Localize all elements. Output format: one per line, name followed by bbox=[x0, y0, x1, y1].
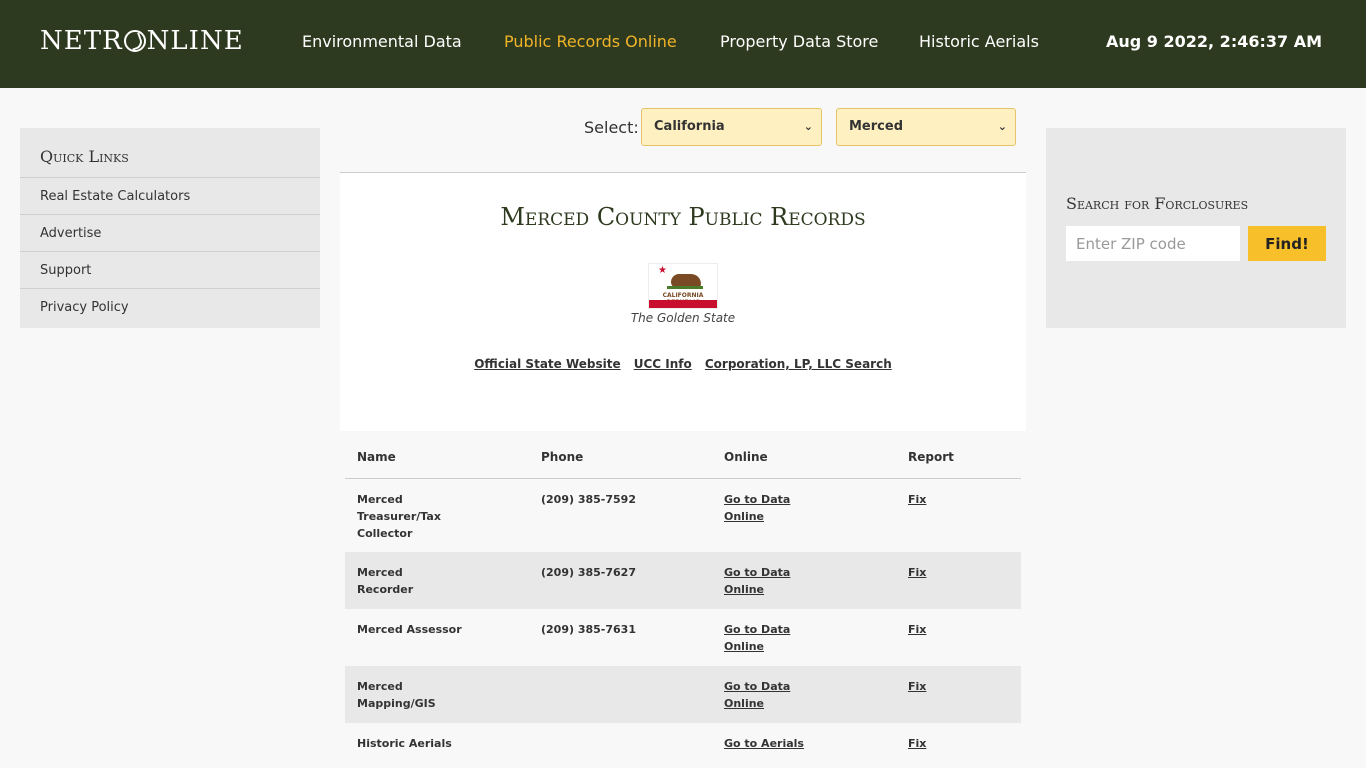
zip-code-input[interactable] bbox=[1066, 226, 1240, 261]
record-name: Merced Mapping/GIS bbox=[357, 680, 436, 710]
quick-link-privacy-policy[interactable]: Privacy Policy bbox=[40, 300, 129, 315]
county-select[interactable] bbox=[836, 108, 1016, 146]
nav-public-records-online[interactable]: Public Records Online bbox=[504, 32, 677, 51]
california-flag-image bbox=[648, 263, 718, 309]
state-links bbox=[340, 353, 1026, 372]
globe-icon bbox=[124, 30, 146, 52]
county-info-card bbox=[340, 172, 1026, 431]
table-header bbox=[345, 431, 1021, 479]
fix-report-link[interactable]: Fix bbox=[908, 623, 927, 636]
select-label: Select: bbox=[584, 118, 639, 137]
nav-historic-aerials[interactable]: Historic Aerials bbox=[919, 32, 1039, 51]
table-row bbox=[345, 723, 1021, 768]
foreclosure-search-panel bbox=[1046, 128, 1346, 328]
column-header-report: Report bbox=[908, 450, 954, 464]
flag-caption: CALIFORNIA bbox=[662, 292, 704, 299]
records-table bbox=[345, 431, 1021, 768]
logo-text-left: NETR bbox=[40, 26, 123, 56]
table-row bbox=[345, 479, 1021, 552]
chevron-down-icon: ⌄ bbox=[997, 120, 1007, 133]
column-header-online: Online bbox=[724, 450, 768, 464]
chevron-down-icon: ⌄ bbox=[803, 120, 813, 133]
record-phone: (209) 385-7627 bbox=[541, 566, 636, 579]
top-navigation-bar bbox=[0, 0, 1366, 88]
netronline-logo[interactable] bbox=[40, 25, 244, 57]
fix-report-link[interactable]: Fix bbox=[908, 493, 927, 506]
record-phone: (209) 385-7592 bbox=[541, 493, 636, 506]
corporation-search-link[interactable]: Corporation, LP, LLC Search bbox=[704, 357, 892, 371]
table-row bbox=[345, 666, 1021, 723]
current-datetime: Aug 9 2022, 2:46:37 AM bbox=[1106, 32, 1323, 51]
record-name: Historic Aerials bbox=[357, 737, 452, 750]
nav-environmental-data[interactable]: Environmental Data bbox=[302, 32, 462, 51]
record-name: Merced Assessor bbox=[357, 623, 462, 636]
quick-links-title: Quick Links bbox=[20, 128, 320, 178]
column-header-name: Name bbox=[357, 450, 396, 464]
fix-report-link[interactable]: Fix bbox=[908, 680, 927, 693]
record-name: Merced Recorder bbox=[357, 566, 414, 596]
record-phone: (209) 385-7631 bbox=[541, 623, 636, 636]
star-icon: ★ bbox=[658, 265, 667, 276]
ucc-info-link[interactable]: UCC Info bbox=[633, 357, 692, 371]
go-to-data-link[interactable]: Go to Data Online bbox=[724, 623, 791, 653]
go-to-data-link[interactable]: Go to Data Online bbox=[724, 493, 791, 523]
quick-links-panel bbox=[20, 128, 320, 328]
logo-text-right: NLINE bbox=[146, 26, 244, 56]
go-to-aerials-link[interactable]: Go to Aerials bbox=[724, 737, 804, 750]
nav-property-data-store[interactable]: Property Data Store bbox=[720, 32, 879, 51]
fix-report-link[interactable]: Fix bbox=[908, 566, 927, 579]
state-select-value: California bbox=[654, 119, 725, 134]
go-to-data-link[interactable]: Go to Data Online bbox=[724, 566, 791, 596]
state-nickname: The Golden State bbox=[630, 311, 736, 325]
quick-link-support[interactable]: Support bbox=[20, 252, 320, 289]
column-header-phone: Phone bbox=[541, 450, 584, 464]
official-state-website-link[interactable]: Official State Website bbox=[474, 357, 621, 371]
fix-report-link[interactable]: Fix bbox=[908, 737, 927, 750]
foreclosure-search-title: Search for Forclosures bbox=[1066, 194, 1249, 213]
state-select[interactable] bbox=[641, 108, 822, 146]
find-button[interactable]: Find! bbox=[1248, 226, 1326, 261]
page-title: Merced County Public Records bbox=[500, 203, 866, 231]
record-name: Merced Treasurer/Tax Collector bbox=[357, 493, 441, 540]
go-to-data-link[interactable]: Go to Data Online bbox=[724, 680, 791, 710]
quick-link-real-estate-calculators[interactable]: Real Estate Calculators bbox=[20, 178, 320, 215]
table-row bbox=[345, 552, 1021, 609]
quick-link-advertise[interactable]: Advertise bbox=[20, 215, 320, 252]
county-select-value: Merced bbox=[849, 119, 903, 134]
table-row bbox=[345, 609, 1021, 666]
